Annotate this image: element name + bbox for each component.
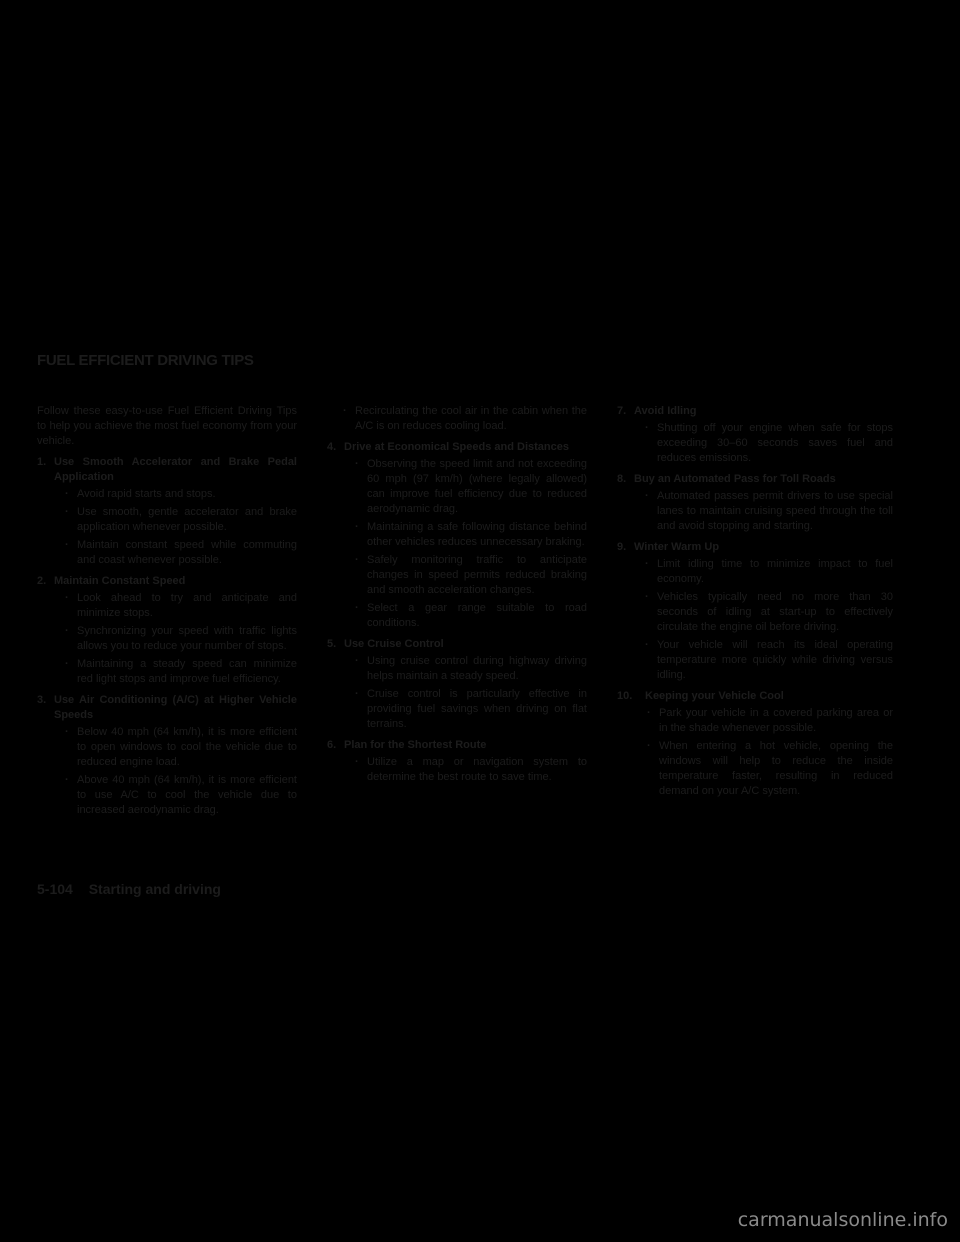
watermark: carmanualsonline.info	[737, 1209, 948, 1231]
tip-5	[327, 637, 587, 732]
bullet-item: · Below 40 mph (64 km/h), it is more efficient to open windows to cool the vehicle due to reduced engine load.	[65, 725, 297, 770]
tip-number: 7.	[617, 405, 627, 417]
bullet-item: · Limit idling time to minimize impact to fuel economy.	[645, 557, 893, 587]
bullet-item: · When entering a hot vehicle, opening the windows will help to reduce the inside temperature faster, resulting in reduced demand on your A/C system.	[647, 739, 893, 799]
page-number: 5-104	[37, 881, 73, 897]
bullet-item: · Vehicles typically need no more than 30 seconds of idling at start-up to effectively circulate the engine oil before driving.	[645, 590, 893, 635]
tip-title: Plan for the Shortest Route	[344, 739, 487, 751]
tip-6	[327, 738, 587, 785]
bullet-item: · Look ahead to try and anticipate and minimize stops.	[65, 591, 297, 621]
tip-number: 1.	[37, 456, 47, 468]
tip-number: 2.	[37, 575, 47, 587]
section-title: FUEL EFFICIENT DRIVING TIPS	[37, 352, 254, 369]
bullet-item: · Above 40 mph (64 km/h), it is more efficient to use A/C to cool the vehicle due to increased aerodynamic drag.	[65, 773, 297, 818]
tip-number: 10.	[617, 690, 633, 702]
bullet-item: · Shutting off your engine when safe for stops exceeding 30–60 seconds saves fuel and reduces emissions.	[645, 421, 893, 466]
bullet-item: · Select a gear range suitable to road conditions.	[355, 601, 587, 631]
bullet-item: · Recirculating the cool air in the cabin when the A/C is on reduces cooling load.	[343, 404, 587, 434]
tip-title: Maintain Constant Speed	[54, 575, 186, 587]
bullet-item: · Park your vehicle in a covered parking area or in the shade whenever possible.	[647, 706, 893, 736]
tip-title: Use Smooth Accelerator and Brake Pedal Application	[54, 456, 297, 483]
tip-2	[37, 574, 297, 687]
intro-paragraph: Follow these easy-to-use Fuel Efficient Driving Tips to help you achieve the most fuel economy from your vehicle.	[37, 405, 297, 447]
bullet-item: · Use smooth, gentle accelerator and brake application whenever possible.	[65, 505, 297, 535]
page-footer	[37, 881, 221, 897]
bullet-item: · Observing the speed limit and not exceeding 60 mph (97 km/h) (where legally allowed) can improve fuel efficiency due to reduced aerodynamic drag.	[355, 457, 587, 517]
tip-4	[327, 440, 587, 631]
tip-number: 8.	[617, 473, 627, 485]
tip-3	[37, 693, 297, 818]
bullet-item: · Synchronizing your speed with traffic lights allows you to reduce your number of stops.	[65, 624, 297, 654]
tip-title: Avoid Idling	[634, 405, 697, 417]
tip-number: 6.	[327, 739, 337, 751]
bullet-item: · Using cruise control during highway driving helps maintain a steady speed.	[355, 654, 587, 684]
tip-1	[37, 455, 297, 568]
tip-title: Winter Warm Up	[634, 541, 720, 553]
column-2	[327, 404, 587, 791]
tip-title: Drive at Economical Speeds and Distances	[344, 441, 569, 453]
tip-title: Use Air Conditioning (A/C) at Higher Vehicle Speeds	[54, 694, 297, 721]
tip-9	[617, 540, 893, 683]
bullet-item: · Cruise control is particularly effective in providing fuel savings when driving on flat terrains.	[355, 687, 587, 732]
bullet-item: · Maintaining a safe following distance behind other vehicles reduces unnecessary braking.	[355, 520, 587, 550]
tip-title: Keeping your Vehicle Cool	[645, 690, 784, 702]
bullet-item: · Avoid rapid starts and stops.	[65, 487, 297, 502]
bullet-item: · Safely monitoring traffic to anticipate changes in speed permits reduced braking and smooth acceleration changes.	[355, 553, 587, 598]
tip-number: 4.	[327, 441, 337, 453]
tip-7	[617, 404, 893, 466]
column-3	[617, 404, 893, 805]
bullet-item: · Automated passes permit drivers to use special lanes to maintain cruising speed through the toll and avoid stopping and starting.	[645, 489, 893, 534]
tip-10	[617, 689, 893, 799]
tip-number: 5.	[327, 638, 337, 650]
bullet-item: · Utilize a map or navigation system to determine the best route to save time.	[355, 755, 587, 785]
bullet-item: · Maintain constant speed while commuting and coast whenever possible.	[65, 538, 297, 568]
bullet-item: · Maintaining a steady speed can minimize red light stops and improve fuel efficiency.	[65, 657, 297, 687]
tip-number: 9.	[617, 541, 627, 553]
chapter-title: Starting and driving	[88, 881, 221, 897]
tip-number: 3.	[37, 694, 47, 706]
column-1	[37, 404, 297, 824]
tip-title: Use Cruise Control	[344, 638, 444, 650]
bullet-item: · Your vehicle will reach its ideal operating temperature more quickly while driving versus idling.	[645, 638, 893, 683]
tip-8	[617, 472, 893, 534]
tip-title: Buy an Automated Pass for Toll Roads	[634, 473, 836, 485]
